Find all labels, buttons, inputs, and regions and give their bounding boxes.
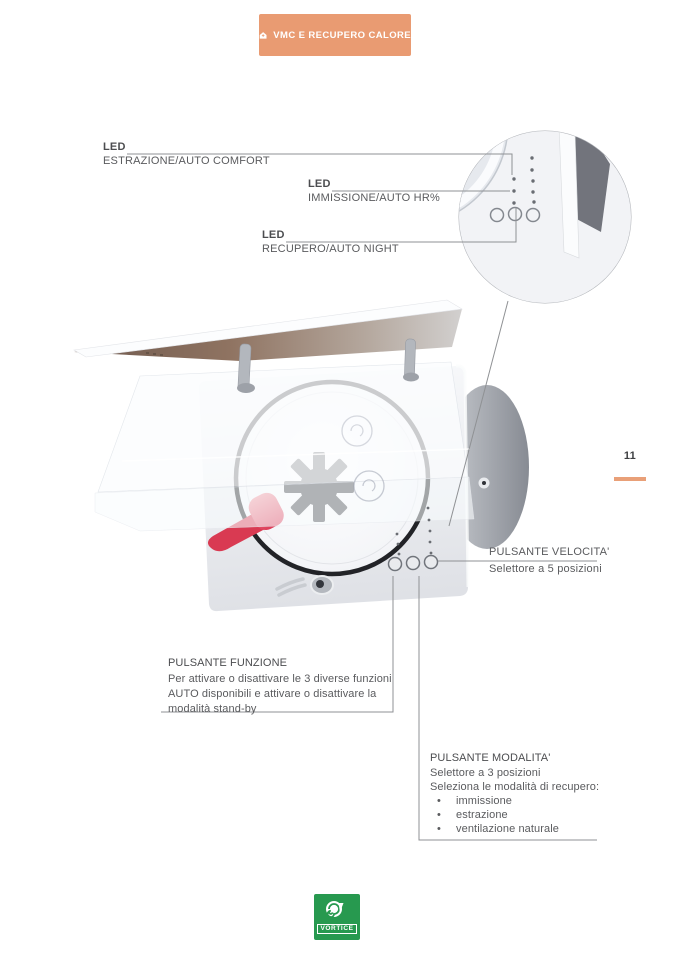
- list-item: • ventilazione naturale: [430, 822, 640, 836]
- annotation-title: PULSANTE MODALITA': [430, 752, 551, 764]
- duct-screw-center: [482, 481, 486, 485]
- speed-button: [425, 556, 438, 569]
- category-badge-label: VMC E RECUPERO CALORE: [273, 29, 411, 41]
- function-button: [389, 558, 402, 571]
- list-item: • estrazione: [430, 808, 640, 822]
- annotation-title: LED: [103, 141, 126, 153]
- brand-logo: [314, 894, 360, 940]
- grommet: [311, 576, 333, 594]
- annotation-led-immissione: [308, 178, 440, 205]
- page-number: 11: [623, 450, 637, 462]
- annotation-led-estrazione: [103, 141, 270, 168]
- annotation-title: PULSANTE FUNZIONE: [168, 657, 288, 669]
- annotation-pulsante-funzione: [168, 656, 406, 717]
- annotation-title: LED: [262, 229, 285, 241]
- annotation-pulsante-modalita: [430, 751, 640, 836]
- frosted-pane-rear: [98, 362, 468, 492]
- annotation-title: LED: [308, 178, 331, 190]
- annotation-text: Selettore a 3 posizioni: [430, 767, 541, 779]
- list-item: • immissione: [430, 794, 640, 808]
- annotation-text: RECUPERO/AUTO NIGHT: [262, 243, 399, 255]
- annotation-pulsante-velocita: [489, 546, 609, 576]
- vmc-unit: [74, 300, 529, 611]
- mode-options-list: [430, 794, 640, 836]
- annotation-text: Per attivare o disattivare le 3 diverse funzioni AUTO disponibili e attivare o disattivare la modalità stand-by: [168, 673, 392, 715]
- annotation-text: Seleziona le modalità di recupero:: [430, 781, 600, 793]
- mode-button: [407, 557, 420, 570]
- annotation-text: Selettore a 5 posizioni: [489, 563, 602, 575]
- brand-name: VORTICE: [317, 924, 356, 934]
- vortice-swirl-icon: [325, 900, 349, 922]
- annotation-led-recupero: [262, 229, 399, 256]
- annotation-title: PULSANTE VELOCITA': [489, 546, 610, 558]
- page-number-accent-bar: [614, 477, 646, 481]
- annotation-text: ESTRAZIONE/AUTO COMFORT: [103, 155, 270, 167]
- annotation-text: IMMISSIONE/AUTO HR%: [308, 192, 440, 204]
- lid-underside: [74, 309, 462, 361]
